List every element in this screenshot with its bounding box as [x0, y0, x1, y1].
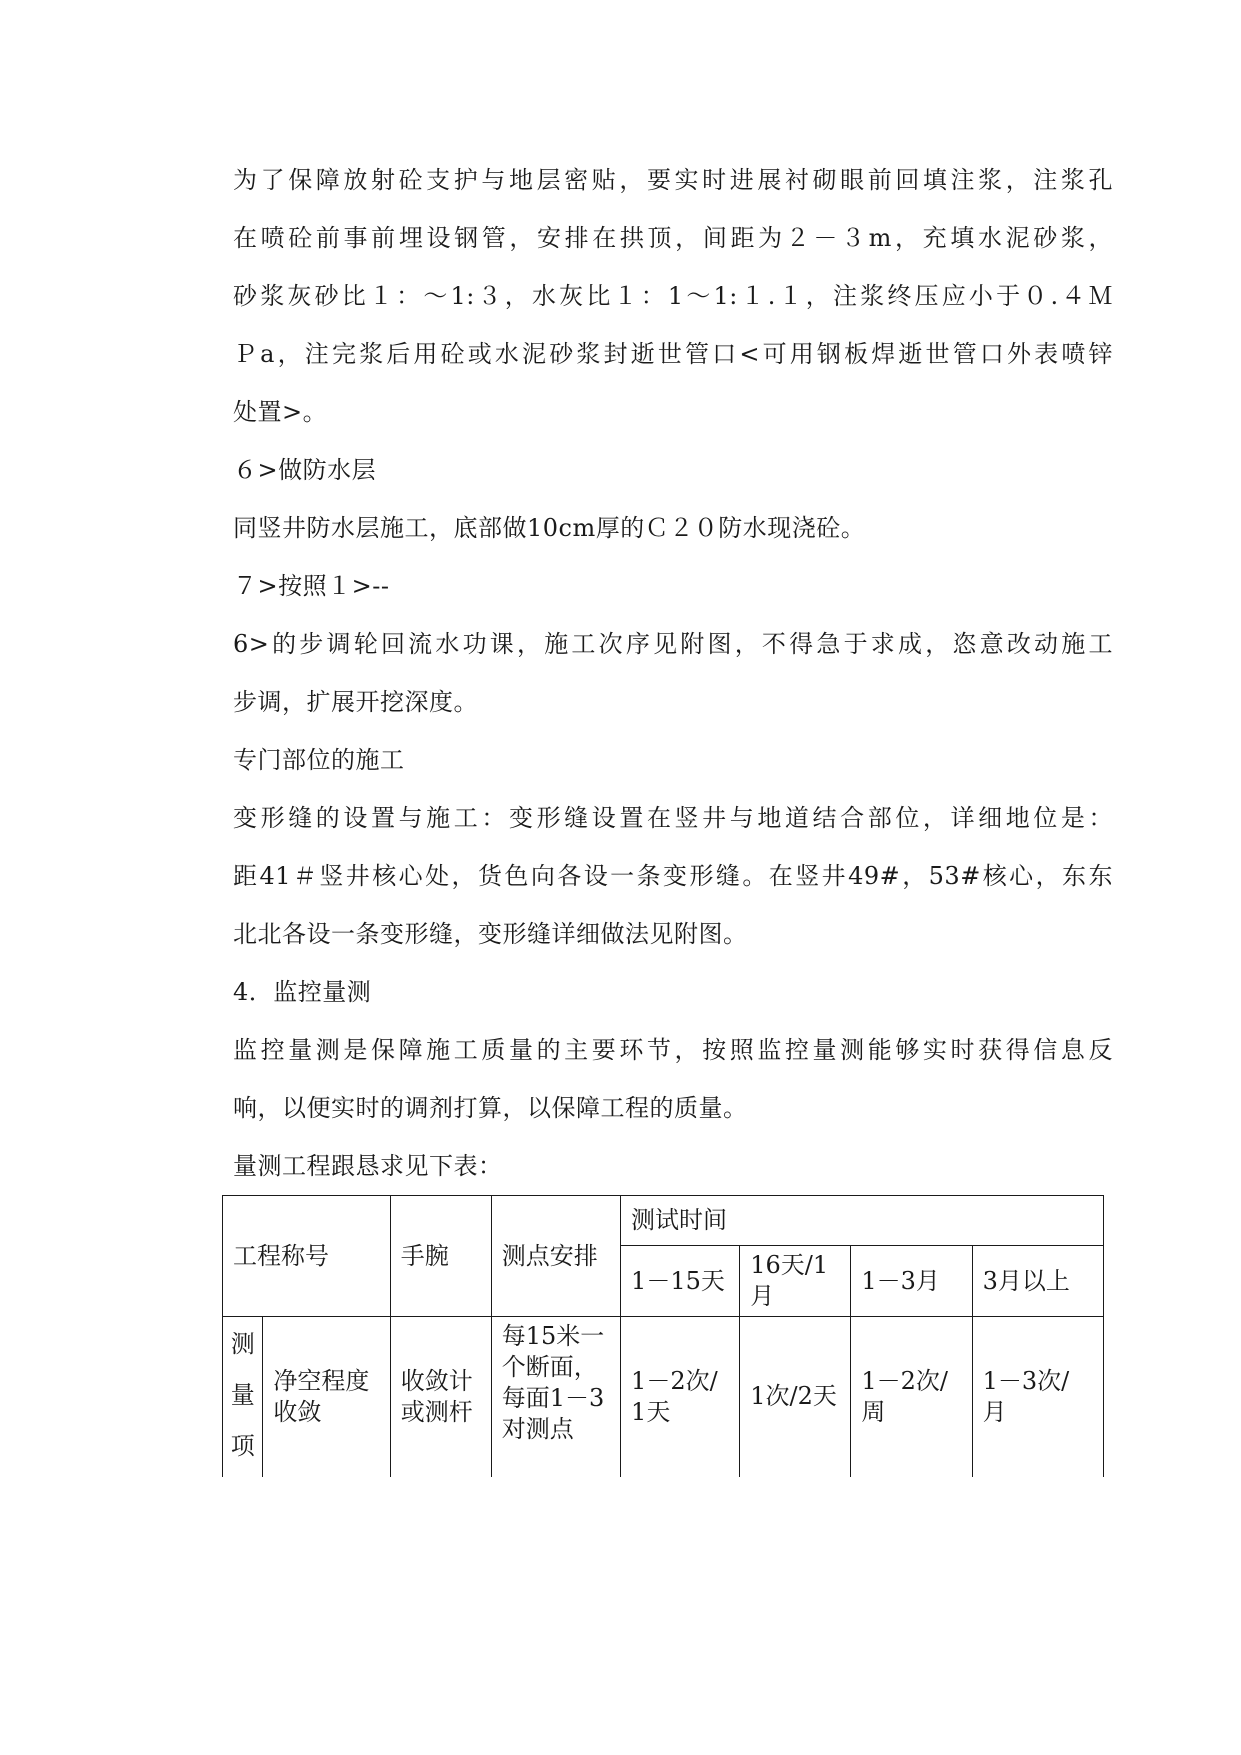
row-category-char-1: 测 [230, 1330, 255, 1358]
section-heading-special: 专门部位的施工 [233, 746, 405, 774]
step-heading-7: ７>按照１>-- [233, 572, 390, 600]
header-test-time: 测试时间 [621, 1196, 1104, 1246]
paragraph-line-13: 距41＃竖井核心处，货色向各设一条变形缝。在竖井49#，53#核心，东东 [233, 862, 1113, 890]
header-period-3: 1－3月 [851, 1246, 972, 1317]
row-frequency-4: 1－3次/月 [972, 1317, 1103, 1477]
row-point-layout: 每15米一个断面，每面1－3对测点 [491, 1317, 620, 1477]
row-frequency-1: 1－2次/1天 [621, 1317, 740, 1477]
header-period-1: 1－15天 [621, 1246, 740, 1317]
header-period-2: 16天/1月 [740, 1246, 851, 1317]
section-heading-monitoring: 4．监控量测 [233, 978, 372, 1006]
paragraph-line-4: Ｐa，注完浆后用砼或水泥砂浆封逝世管口<可用钢板焊逝世管口外表喷锌 [233, 340, 1113, 368]
header-project-name: 工程称号 [223, 1196, 391, 1317]
row-category [223, 1317, 263, 1477]
paragraph-line-17: 响，以便实时的调剂打算，以保障工程的质量。 [233, 1094, 748, 1122]
step-heading-6: ６>做防水层 [233, 456, 377, 484]
paragraph-line-1: 为了保障放射砼支护与地层密贴，要实时进展衬砌眼前回填注浆，注浆孔 [233, 166, 1113, 194]
table-header-row [223, 1196, 1104, 1246]
header-period-4: 3月以上 [972, 1246, 1103, 1317]
header-method: 手腕 [390, 1196, 491, 1317]
header-point-layout: 测点安排 [491, 1196, 620, 1317]
paragraph-line-3: 砂浆灰砂比１：～1:３，水灰比１：1～1:１.１，注浆终压应小于０.４Ｍ [233, 282, 1113, 310]
row-method: 收敛计或测杆 [390, 1317, 491, 1477]
row-category-char-2: 量 [230, 1381, 255, 1409]
table-caption: 量测工程跟恳求见下表： [233, 1152, 503, 1180]
paragraph-line-10: 步调，扩展开挖深度。 [233, 688, 478, 716]
row-item: 净空程度收敛 [263, 1317, 390, 1477]
row-category-char-3: 项 [230, 1432, 255, 1460]
paragraph-line-14: 北北各设一条变形缝，变形缝详细做法见附图。 [233, 920, 748, 948]
row-frequency-2: 1次/2天 [740, 1317, 851, 1477]
row-frequency-3: 1－2次/周 [851, 1317, 972, 1477]
paragraph-line-7: 同竖井防水层施工，底部做10cm厚的Ｃ２０防水现浇砼。 [233, 514, 866, 542]
paragraph-line-16: 监控量测是保障施工质量的主要环节，按照监控量测能够实时获得信息反 [233, 1036, 1113, 1064]
measurement-table [222, 1195, 1104, 1477]
paragraph-line-9: 6>的步调轮回流水功课，施工次序见附图，不得急于求成，恣意改动施工 [233, 630, 1113, 658]
paragraph-line-5: 处置>。 [233, 398, 328, 426]
paragraph-line-12: 变形缝的设置与施工：变形缝设置在竖井与地道结合部位，详细地位是： [233, 804, 1113, 832]
table-row [223, 1317, 1104, 1477]
paragraph-line-2: 在喷砼前事前埋设钢管，安排在拱顶，间距为２－３m，充填水泥砂浆， [233, 224, 1113, 252]
